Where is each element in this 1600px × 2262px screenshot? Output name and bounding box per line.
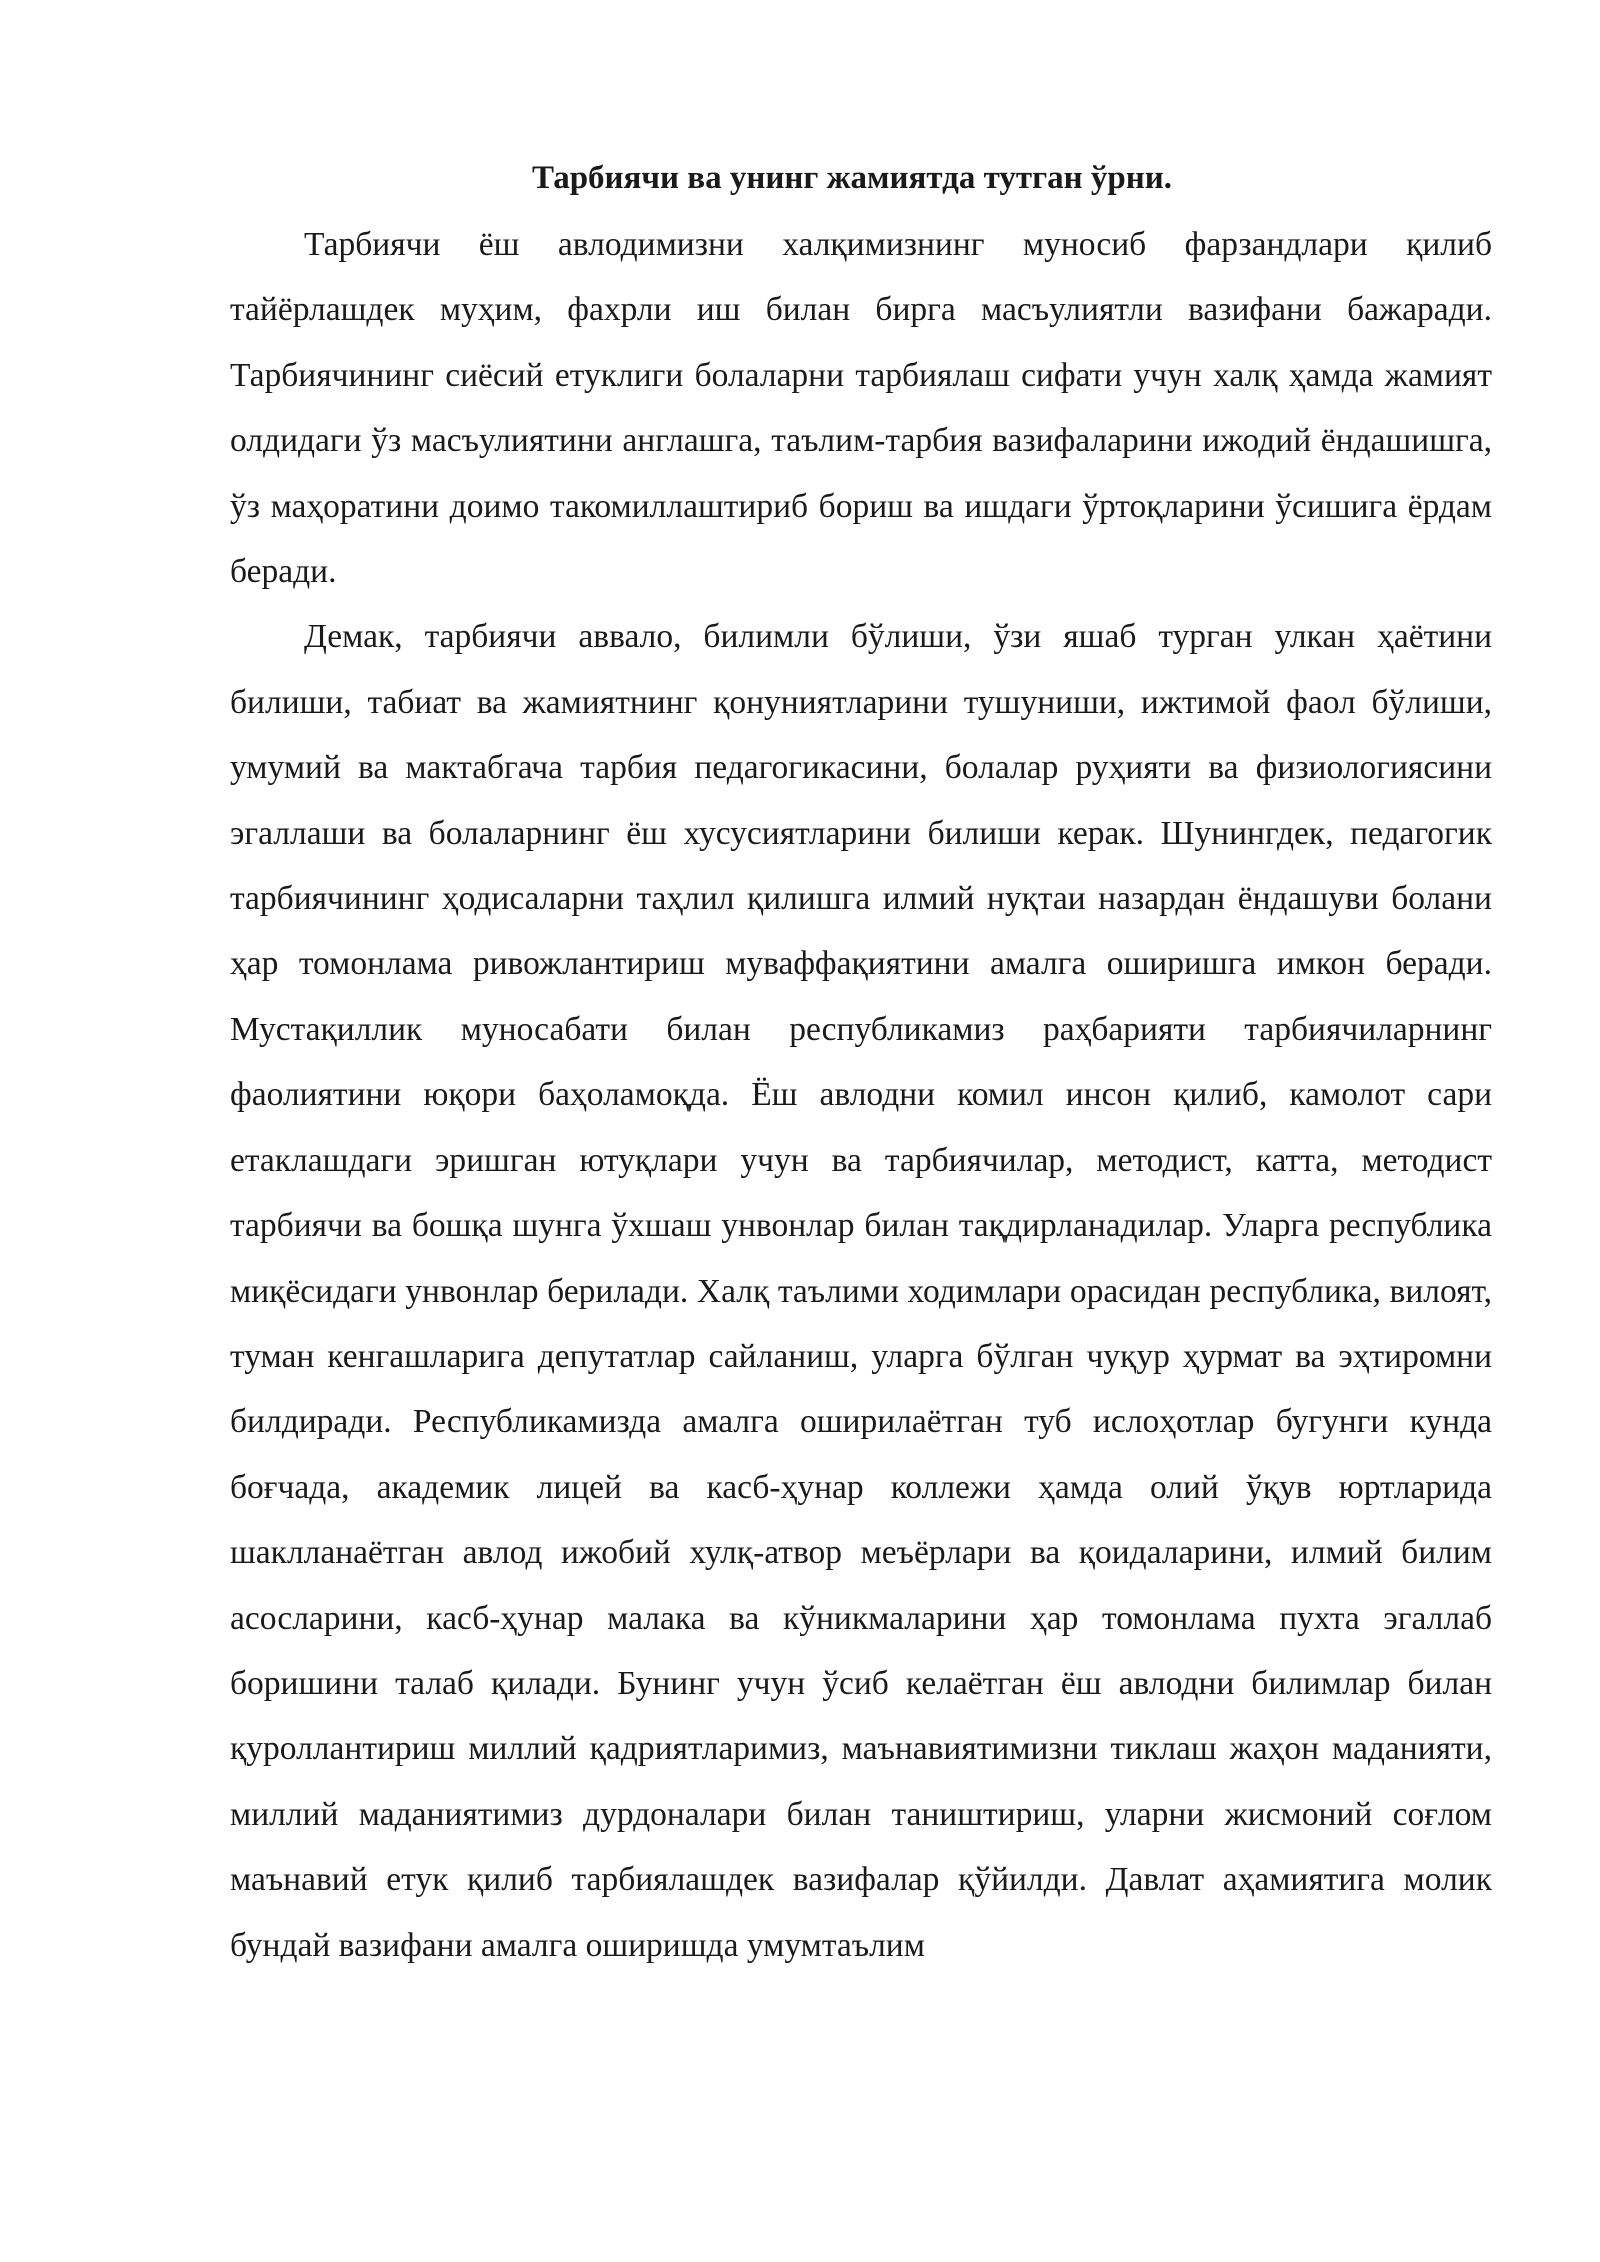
- paragraph-2: Демак, тарбиячи аввало, билимли бўлиши, ўзи яшаб турган улкан ҳаётини билиши, табиат ва жамиятнинг қонуниятларини тушуниши, ижтимой фаол бўлиши, умумий ва мактабгача тарбия педагогикасини, болалар руҳияти ва физиологиясини эгаллаши ва болаларнинг ёш хусусиятларини билиши керак. Шунингдек, педагогик тарбиячининг ҳодисаларни таҳлил қилишга илмий нуқтаи назардан ёндашуви болани ҳар томонлама ривожлантириш муваффақиятини амалга оширишга имкон беради. Мустақиллик муносабати билан республикамиз раҳбарияти тарбиячиларнинг фаолиятини юқори баҳоламоқда. Ёш авлодни комил инсон қилиб, камолот сари етаклашдаги эришган ютуқлари учун ва тарбиячилар, методист, катта, методист тарбиячи ва бошқа шунга ўхшаш унвонлар билан тақдирланадилар. Уларга республика миқёсидаги унвонлар берилади. Халқ таълими ходимлари орасидан республика, вилоят, туман кенгашларига депутатлар сайланиш, уларга бўлган чуқур ҳурмат ва эҳтиромни билдиради. Республикамизда амалга оширилаётган туб ислоҳотлар бугунги кунда боғчада, академик лицей ва касб-ҳунар коллежи ҳамда олий ўқув юртларида шаклланаётган авлод ижобий хулқ-атвор меъёрлари ва қоидаларини, илмий билим асосларини, касб-ҳунар малака ва кўникмаларини ҳар томонлама пухта эгаллаб боришини талаб қилади. Бунинг учун ўсиб келаётган ёш авлодни билимлар билан қуроллантириш миллий қадриятларимиз, маънавиятимизни тиклаш жаҳон маданияти, миллий маданиятимиз дурдоналари билан таништириш, уларни жисмоний соғлом маънавий етук қилиб тарбиялашдек вазифалар қўйилди. Давлат аҳамиятига молик бундай вазифани амалга оширишда умумтаълим: [230, 618, 1492, 1964]
- document-page: [230, 148, 1492, 1978]
- paragraph-1: Тарбиячи ёш авлодимизни халқимизнинг муносиб фарзандлари қилиб тайёрлашдек муҳим, фахрли иш билан бирга масъулиятли вазифани бажаради. Тарбиячининг сиёсий етуклиги болаларни тарбиялаш сифати учун халқ ҳамда жамият олдидаги ўз масъулиятини англашга, таълим-тарбия вазифаларини ижодий ёндашишга, ўз маҳоратини доимо такомиллаштириб бориш ва ишдаги ўртоқларини ўсишига ёрдам беради.: [230, 226, 1492, 591]
- document-title: Тарбиячи ва унинг жамиятда тутган ўрни.: [532, 160, 1172, 196]
